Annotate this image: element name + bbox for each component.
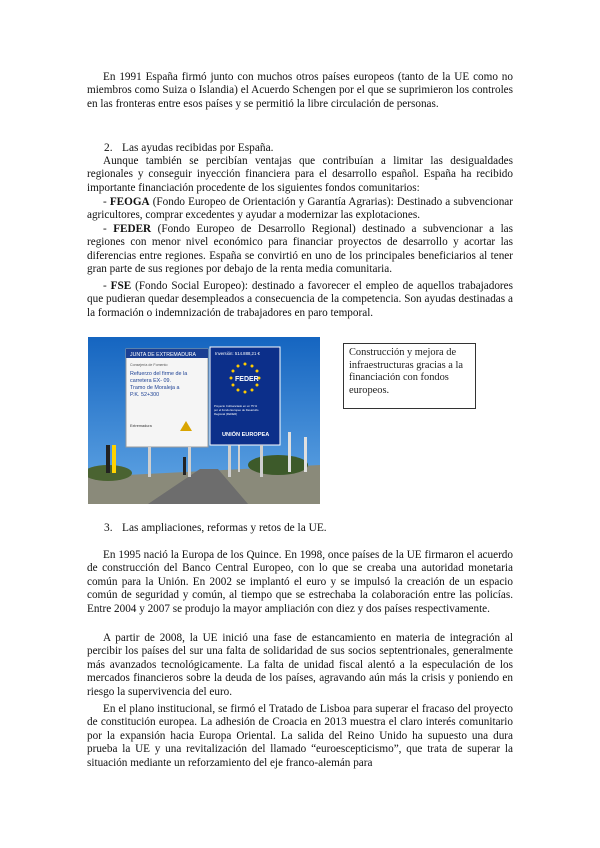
junta-sign-line: P.K. 52+300 [130,392,160,398]
fund-description: (Fondo Europeo de Desarrollo Regional) destinado a subvencionar a las regiones con menor nivel económico para financiar proyectos de desarrollo y acortar las diferencias entre regiones. España se convirtió en uno de los principales beneficiarios al tener gran parte de sus regiones por debajo de la renta media comunitaria. [87,223,513,276]
sign-post [260,445,263,477]
fund-description: (Fondo Social Europeo): destinado a favorecer el empleo de aquellos trabajadores que pudieran quedar desempleados a consecuencia de la competencia. Son ayudas destinadas a la formación o indemnización de trabajadores en paro temporal. [87,280,513,319]
section2-intro: Aunque también se percibían ventajas que contribuían a limitar las desigualdades regionales y conseguir inyección financiera para el desarrollo español. España ha recibido importante financiación procedente de los siguientes fondos comunitarios: [87,155,513,194]
junta-sign-sub: Consejería de Fomento [130,363,168,367]
section3-number: 3. [104,522,113,534]
fund-dash: - [103,280,111,292]
section3-title: Las ampliaciones, reformas y retos de la UE. [122,522,327,534]
fund-description: (Fondo Europeo de Orientación y Garantía Agrarias): Destinado a subvencionar agricultores, comprar excedentes y ayudar a modernizar las explotaciones. [87,196,513,222]
fund-acronym: FSE [110,280,132,292]
fund-dash: - [103,223,114,235]
fund-fse [87,280,513,320]
section2-title: Las ayudas recibidas por España. [122,142,274,154]
pole [288,432,291,472]
fund-acronym: FEDER [113,223,152,235]
trees [248,455,308,475]
feder-sign-small: Proyecto Cofinanciado en un 75 % [214,404,258,408]
junta-sign-line: Refuerzo del firme de la [130,371,188,377]
section3-paragraph: En el plano institucional, se firmó el Tratado de Lisboa para superar el fracaso del proyecto de constitución europea. La adhesión de Croacia en 2013 muestra el claro interés comunitario por la expansión hacia Europa Oriental. La salida del Reino Unido ha supuesto una dura prueba la UE y una revitalización del llamado “euroescepticismo”, que trata de superar la situación mediante un reforzamiento del eje franco-alemán para [87,703,513,769]
photo-illustration [88,337,320,504]
feder-sign-amount: Inversión: 514.888,21 € [215,351,260,356]
photo-caption: Construcción y mejora de infraestructuras gracias a la financiación con fondos europeos. [343,343,476,409]
fund-feder [87,223,513,277]
sign-post [188,447,191,477]
section2-number: 2. [104,142,113,154]
junta-sign-line: Tramo de Moraleja a [130,385,180,391]
feder-sign-small: Regional (FEDER) [214,412,238,416]
sign-post [148,447,151,477]
junta-sign-line: carretera EX- 09. [130,378,172,384]
junta-sign-footer: Extremadura [130,424,152,428]
section3-paragraph: En 1995 nació la Europa de los Quince. En 1998, once países de la UE firmaron el acuerdo de construcción del Banco Central Europeo, con lo que se creaba una autoridad monetaria común para la Unión. En 2002 se implantó el euro y se impulsó la creación de un espacio común de seguridad y común, al tiempo que se estrechaba la colaboración entre las policías. Entre 2004 y 2007 se produjo la mayor ampliación con diez y dos países respectivamente. [87,549,513,615]
pole [304,437,307,472]
feder-sign-label: FEDER [235,376,259,383]
section2-heading [104,141,274,155]
feder-sign-footer: UNIÓN EUROPEA [222,432,270,438]
intro-paragraph: En 1991 España firmó junto con muchos otros países europeos (tanto de la UE como no miembros como Suiza o Islandia) el Acuerdo Schengen por el que se suprimieron los controles en las fronteras entre esos países y se permitió la libre circulación de personas. [87,71,513,110]
fund-dash: - [103,196,110,208]
feder-sign [210,347,280,445]
section3-heading [104,521,327,535]
sign-post [228,445,231,477]
road-marker [183,457,186,475]
fund-acronym: FEOGA [109,196,150,208]
junta-sign-header: JUNTA DE EXTREMADURA [130,352,196,358]
road-marker [106,445,110,473]
feder-sign-small: por el Fondo Europeo de Desarrollo [214,408,259,412]
pole [238,442,240,472]
feder-road-sign-photo [88,337,320,504]
section3-paragraph: A partir de 2008, la UE inició una fase de estancamiento en materia de integración al percibir los países del sur una falta de solidaridad de sus socios septentrionales, generalmente más avanzados tecnológicamente. La falta de unidad fiscal alentó a la especulación de los mercados financieros sobre la deuda de los países, agravando aún más la crisis y poniendo en riesgo la supervivencia del euro. [87,632,513,698]
road-marker [112,445,116,473]
fund-feoga [87,196,513,223]
